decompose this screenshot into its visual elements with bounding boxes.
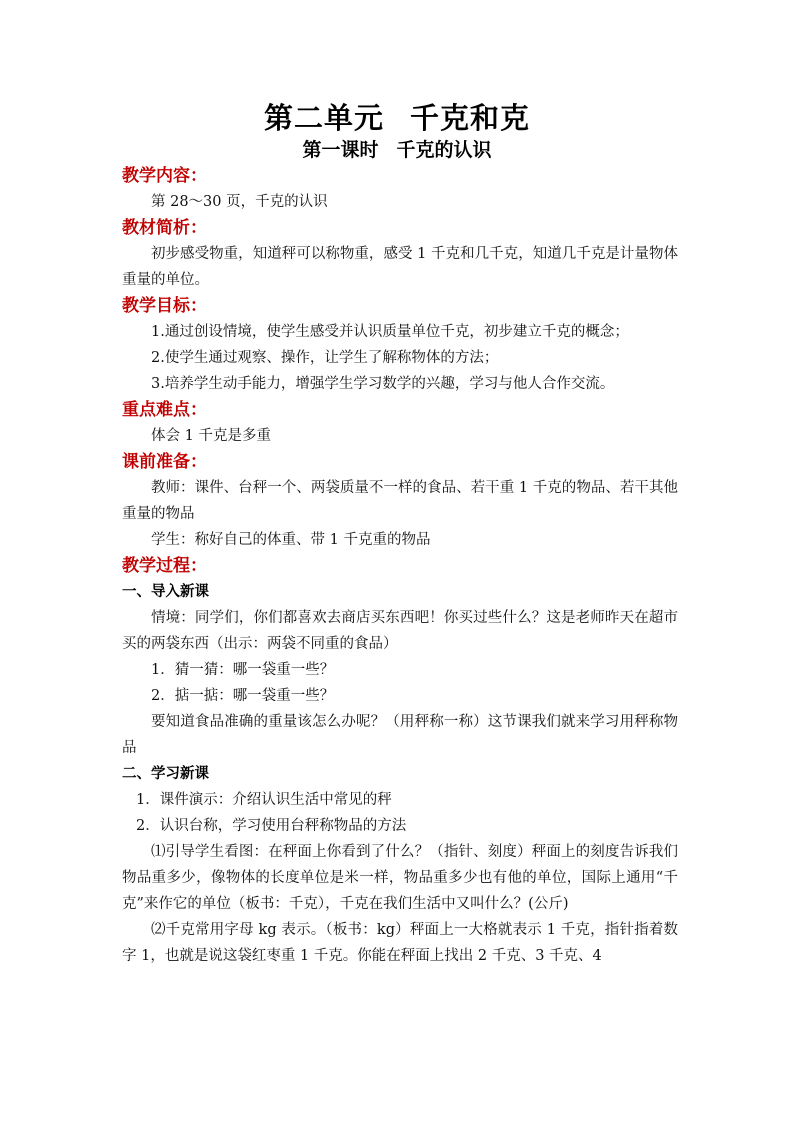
lesson-number: 第一课时 — [302, 139, 379, 161]
section-heading-goals: 教学目标： — [122, 296, 207, 316]
analysis-text: 初步感受物重，知道秤可以称物重，感受 1 千克和几千克，知道几千克是计量物体重量的单位。 — [122, 246, 678, 288]
new-lesson-paragraph: ⑴引导学生看图：在秤面上你看到了什么？（指针、刻度）秤面上的刻度告诉我们物品重多少，像物体的长度单位是米一样，物品重多少也有他的单位，国际上通用“千克”来作它的单位（板书：千克），千克在我们生活中又叫什么？(公斤) — [122, 844, 678, 912]
new-lesson-paragraph: ⑵千克常用字母 kg 表示。（板书：kg）秤面上一大格就表示 1 千克，指针指着数字 1，也就是说这袋红枣重 1 千克。你能在秤面上找出 2 千克、3 千克、4 — [122, 922, 678, 964]
goal-item: 1.通过创设情境，使学生感受并认识质量单位千克，初步建立千克的概念； — [151, 324, 629, 340]
lesson-plan-body — [122, 163, 678, 969]
new-lesson-step: 2．认识台称，学习使用台秤称物品的方法 — [136, 818, 407, 834]
goal-item: 3.培养学生动手能力，增强学生学习数学的兴趣，学习与他人合作交流。 — [151, 376, 615, 392]
intro-step: 1．猜一猜：哪一袋重一些？ — [151, 662, 335, 678]
part-heading-new-lesson: 二、学习新课 — [122, 766, 209, 782]
new-lesson-step: 1．课件演示：介绍认识生活中常见的秤 — [136, 792, 392, 808]
intro-step: 2．掂一掂：哪一袋重一些？ — [151, 688, 335, 704]
content-text: 第 28～30 页，千克的认识 — [151, 194, 328, 210]
teacher-preparation: 教师：课件、台秤一个、两袋质量不一样的食品、若干重 1 千克的物品、若干其他重量的物品 — [122, 480, 678, 522]
unit-topic: 千克和克 — [410, 101, 531, 135]
lesson-topic: 千克的认识 — [396, 139, 492, 161]
intro-question: 要知道食品准确的重量该怎么办呢？（用秤称一称）这节课我们就来学习用秤称物品 — [122, 714, 678, 756]
key-points-text: 体会 1 千克是多重 — [151, 428, 271, 444]
section-heading-content: 教学内容： — [122, 166, 207, 186]
part-heading-intro: 一、导入新课 — [122, 584, 209, 600]
lesson-subtitle — [0, 137, 794, 163]
section-heading-process: 教学过程： — [122, 556, 207, 576]
section-heading-analysis: 教材简析： — [122, 218, 207, 238]
section-heading-key-points: 重点难点： — [122, 400, 207, 420]
intro-scenario: 情境：同学们，你们都喜欢去商店买东西吧！你买过些什么？这是老师昨天在超市买的两袋东西（出示：两袋不同重的食品） — [122, 610, 678, 652]
goal-item: 2.使学生通过观察、操作，让学生了解称物体的方法； — [151, 350, 499, 366]
page-title — [0, 98, 794, 138]
student-preparation: 学生：称好自己的体重、带 1 千克重的物品 — [151, 532, 431, 548]
section-heading-preparation: 课前准备： — [122, 452, 207, 472]
unit-title: 第二单元 — [263, 101, 384, 135]
